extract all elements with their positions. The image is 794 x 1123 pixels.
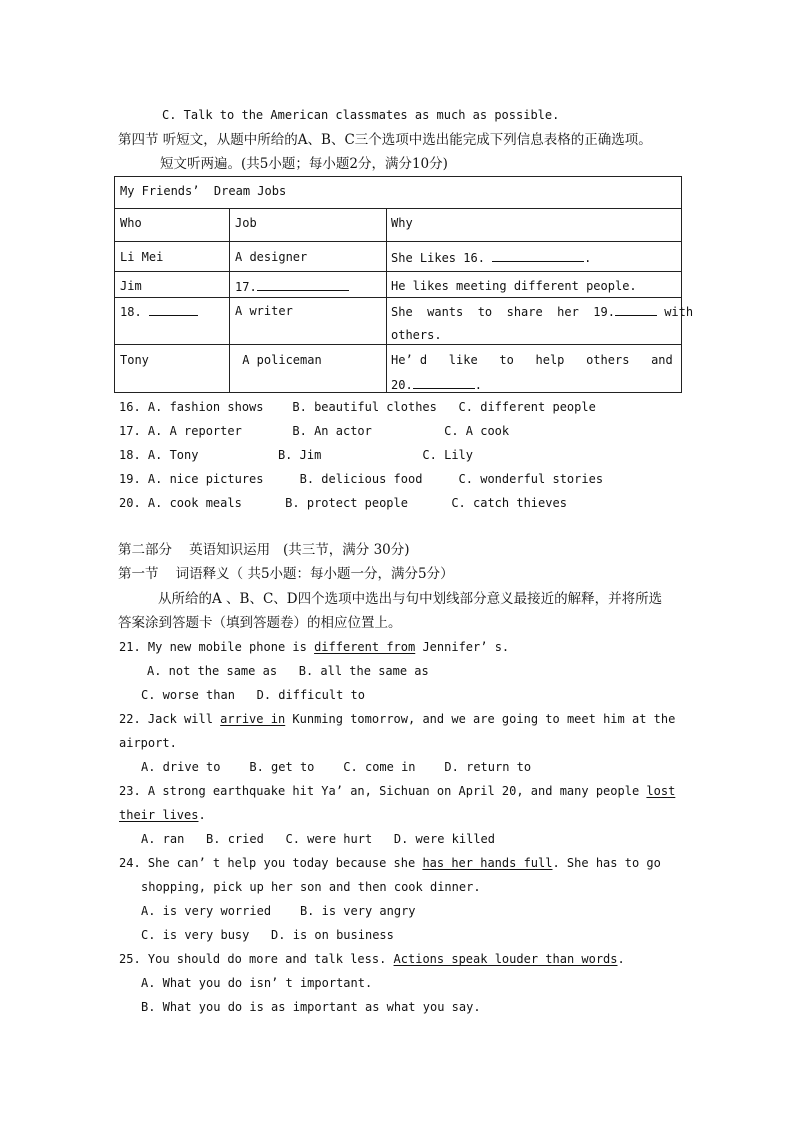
q22-options: A. drive to B. get to C. come in D. return to [141,760,532,774]
q25-underlined-phrase: Actions speak louder than words [393,952,618,966]
question-19: 19. A. nice pictures B. delicious food C. wonderful stories [119,472,604,486]
q22-stem-cont: airport. [119,736,177,750]
q23-options: A. ran B. cried C. were hurt D. were killed [141,832,496,846]
answer-blank-18 [149,303,198,316]
why-text: She wants to share her 19. [391,305,615,319]
why-text: She Likes 16. [391,251,493,265]
question-22 [119,711,675,727]
q25-stem: 25. You should do more and talk less. [119,952,394,966]
row-jim-who: Jim [120,279,142,293]
why-end: with [656,305,694,319]
question-25 [119,951,625,967]
row-18-who [120,303,198,320]
table-rule [115,208,681,209]
q24-underlined-phrase: has her hands full [422,856,553,870]
q22-stem-end: Kunming tomorrow, and we are going to meet him at the [285,712,676,726]
row-18-job: A writer [235,304,293,318]
section4-note: 短文听两遍。(共5小题；每小题2分，满分10分) [160,156,448,172]
why-end: . [474,378,482,392]
table-title: My Friends’ Dream Jobs [120,184,287,198]
q25-option-a: A. What you do isn’ t important. [141,976,373,990]
row-limei-who: Li Mei [120,250,164,264]
part2-title: 第二部分 英语知识运用 (共三节，满分 30分) [118,542,410,558]
header-why: Why [391,216,413,230]
q21-options-cd: C. worse than D. difficult to [141,688,365,702]
row-limei-job: A designer [235,250,308,264]
question-17: 17. A. A reporter B. An actor C. A cook [119,424,510,438]
question-18: 18. A. Tony B. Jim C. Lily [119,448,474,462]
table-col-rule [229,208,230,392]
job-prefix: 17. [235,280,257,294]
q21-options-ab: A. not the same as B. all the same as [147,664,429,678]
q24-stem-cont: shopping, pick up her son and then cook dinner. [141,880,481,894]
section4-title: 第四节 听短文，从题中所给的A、B、C三个选项中选出能完成下列信息表格的正确选项。 [118,132,652,148]
q24-stem: 24. She can’ t help you today because she [119,856,423,870]
row-tony-why-cont [391,376,482,393]
q23-stem: 23. A strong earthquake hit Ya’ an, Sichuan on April 20, and many people [119,784,647,798]
why-prefix: 20. [391,378,413,392]
part2-instruction-line2: 答案涂到答题卡（填到答题卷）的相应位置上。 [118,615,402,631]
prev-question-option-c: C. Talk to the American classmates as much as possible. [162,108,560,122]
answer-blank-19 [615,303,657,316]
answer-blank-20 [413,376,475,389]
q24-options-ab: A. is very worried B. is very angry [141,904,416,918]
table-rule [115,344,681,345]
table-rule [115,297,681,298]
table-rule [115,271,681,272]
row-tony-who: Tony [120,353,149,367]
q21-underlined-phrase: different from [314,640,416,654]
header-job: Job [235,216,257,230]
question-20: 20. A. cook meals B. protect people C. catch thieves [119,496,567,510]
part2-instruction-line1: 从所给的A 、B、C、D四个选项中选出与句中划线部分意义最接近的解释，并将所选 [158,591,663,607]
q23-stem-cont [119,807,206,823]
row-jim-job [235,278,349,295]
q25-stem-end: . [617,952,625,966]
row-18-why-cont: others. [391,328,442,342]
row-tony-why: He’ d like to help others and [391,353,673,367]
q21-stem-end: Jennifer’ s. [415,640,510,654]
question-24 [119,855,661,871]
part2-section1-title: 第一节 词语释义（ 共5小题：每小题一分，满分5分） [118,566,454,582]
row-tony-job: A policeman [235,353,322,367]
row-jim-why: He likes meeting different people. [391,279,637,293]
answer-blank-17 [257,278,349,291]
dream-jobs-table [114,176,694,393]
question-23 [119,783,675,799]
question-21 [119,639,509,655]
q25-option-b: B. What you do is as important as what you say. [141,1000,481,1014]
q22-stem: 22. Jack will [119,712,221,726]
q24-stem-end: . She has to go [552,856,661,870]
q23-underlined-phrase: lost [646,784,676,798]
q24-options-cd: C. is very busy D. is on business [141,928,394,942]
q23-stem-end: . [198,808,206,822]
question-16: 16. A. fashion shows B. beautiful clothes C. different people [119,400,596,414]
q21-stem: 21. My new mobile phone is [119,640,315,654]
row-18-why [391,303,693,320]
who-prefix: 18. [120,305,149,319]
row-limei-why [391,249,591,266]
table-col-rule [386,208,387,392]
header-who: Who [120,216,142,230]
q23-underlined-phrase-cont: their lives [119,808,199,822]
why-end: . [584,251,592,265]
q22-underlined-phrase: arrive in [220,712,286,726]
table-rule [115,241,681,242]
answer-blank-16 [492,249,584,262]
